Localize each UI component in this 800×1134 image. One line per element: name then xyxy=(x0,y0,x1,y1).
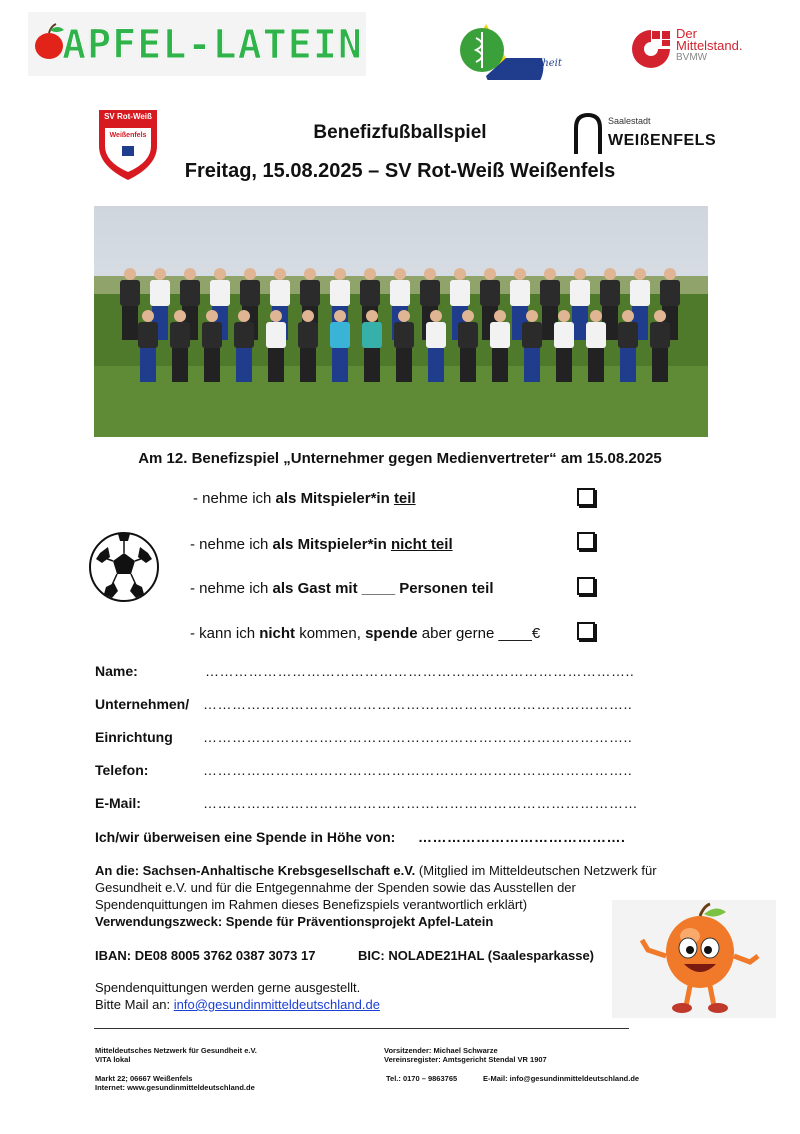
team-photo xyxy=(94,206,708,437)
checkbox-donate[interactable] xyxy=(577,622,595,640)
event-headline: Am 12. Benefizspiel „Unternehmer gegen Medienvertreter“ am 15.08.2025 xyxy=(138,450,662,467)
footer-email: E-Mail: info@gesundinmitteldeutschland.de xyxy=(483,1074,640,1083)
bvmw-logo xyxy=(626,14,746,78)
company-label: Unternehmen/ xyxy=(95,696,190,712)
name-label: Name: xyxy=(95,663,138,679)
footer-register-no: Vereinsregister: Amtsgericht Stendal VR 1907 xyxy=(384,1055,547,1064)
option-bold: spende xyxy=(365,625,418,642)
option-donate xyxy=(190,625,540,642)
footer-org xyxy=(95,1046,257,1064)
footer-address xyxy=(95,1074,255,1092)
company-field[interactable]: …………………………………………………………………………….. xyxy=(203,696,633,712)
receipt-note: Spendenquittungen werden gerne ausgestellt. xyxy=(95,980,361,995)
option-bold: nicht xyxy=(259,625,296,642)
page-subtitle: Freitag, 15.08.2025 – SV Rot-Weiß Weißenfels xyxy=(184,160,616,182)
bvmw-emblem-icon xyxy=(630,28,672,70)
option-underline: nicht teil xyxy=(390,536,453,553)
recipient-name: An die: Sachsen-Anhaltische Krebsgesellschaft e.V. xyxy=(95,863,416,878)
institution-field[interactable]: …………………………………………………………………………….. xyxy=(203,729,633,745)
footer-org-name: Mitteldeutsches Netzwerk für Gesundheit e.V. xyxy=(95,1046,257,1055)
footer-website: Internet: www.gesundinmitteldeutschland.de xyxy=(95,1083,255,1092)
footer-divider xyxy=(94,1028,629,1029)
bvmw-line3: BVMW xyxy=(676,52,708,63)
footer-org-sub: VITA lokal xyxy=(95,1055,131,1064)
apple-mascot-icon xyxy=(612,900,776,1018)
netzwerk-gesundheit-logo xyxy=(446,18,560,80)
mail-prefix: Bitte Mail an: xyxy=(95,997,174,1012)
gesundheit-emblem-icon xyxy=(446,18,560,80)
checkbox-player-yes[interactable] xyxy=(577,488,595,506)
email-field[interactable]: ……………………………………………………………………………… xyxy=(203,795,638,811)
saale-big-text: WEIßENFELS xyxy=(608,132,717,149)
footer-register xyxy=(384,1046,547,1064)
phone-label: Telefon: xyxy=(95,762,149,778)
footer-tel: Tel.: 0170 – 9863765 xyxy=(386,1074,458,1083)
bvmw-line2: Mittelstand. xyxy=(676,38,743,53)
option-text: kommen, xyxy=(295,625,366,642)
email-link[interactable]: info@gesundinmitteldeutschland.de xyxy=(173,997,380,1012)
saale-small-text: Saalestadt xyxy=(608,116,651,126)
option-bold: als Mitspieler*in xyxy=(272,536,387,553)
option-bold: als Mitspieler*in xyxy=(275,490,390,507)
institution-label: Einrichtung xyxy=(95,729,173,745)
footer-street: Markt 22; 06667 Weißenfels xyxy=(95,1074,193,1083)
apfel-latein-wordmark: APFEL-LATEIN xyxy=(62,22,363,68)
email-label: E-Mail: xyxy=(95,795,141,811)
bvmw-text xyxy=(676,28,742,64)
option-underline: teil xyxy=(393,490,416,507)
gesundheit-text: Gesundheit xyxy=(504,58,562,69)
apple-icon xyxy=(32,22,66,62)
option-player-yes xyxy=(193,490,416,507)
donation-label: Ich/wir überweisen eine Spende in Höhe von: xyxy=(95,829,396,845)
recipient-note: (Mitglied im Mitteldeutschen Netzwerk für xyxy=(415,863,657,878)
option-text: - nehme ich xyxy=(190,536,273,553)
bic: BIC: NOLADE21HAL (Saalesparkasse) xyxy=(358,948,595,963)
iban: IBAN: DE08 8005 3762 0387 3073 17 xyxy=(95,948,316,963)
donation-purpose: Verwendungszweck: Spende für Präventionsprojekt Apfel-Latein xyxy=(95,914,494,929)
option-text: - nehme ich xyxy=(193,490,276,507)
crest-city: Weißenfels xyxy=(109,132,147,139)
checkbox-player-no[interactable] xyxy=(577,532,595,550)
option-guest xyxy=(190,580,493,597)
name-field[interactable]: …………………………………………………………………………….. xyxy=(205,663,635,679)
option-bold: als Gast mit ____ Personen teil xyxy=(272,580,494,597)
apple-mascot-image xyxy=(612,900,776,1018)
checkbox-guest[interactable] xyxy=(577,577,595,595)
recipient-line3: Spendenquittungen im Rahmen dieses Benefizspiels verantwortlich erklärt) xyxy=(95,897,528,912)
apfel-latein-logo xyxy=(28,12,366,76)
page-title: Benefizfußballspiel xyxy=(313,122,487,143)
option-player-no xyxy=(190,536,453,553)
phone-field[interactable]: …………………………………………………………………………….. xyxy=(203,762,633,778)
option-text: aber gerne ____€ xyxy=(417,625,541,642)
mail-request xyxy=(95,996,380,1013)
footer-chair: Vorsitzender: Michael Schwarze xyxy=(384,1046,498,1055)
bvmw-line1: Der xyxy=(676,26,697,41)
crest-text: SV Rot-Weiß xyxy=(104,112,152,121)
donation-field[interactable]: ……………………………………. xyxy=(418,829,626,845)
team-photo-image xyxy=(94,206,708,437)
recipient-line2: Gesundheit e.V. und für die Entgegennahme der Spenden sowie das Ausstellen der xyxy=(95,880,576,895)
option-text: - kann ich xyxy=(190,625,260,642)
soccer-ball-icon xyxy=(88,531,160,603)
option-text: - nehme ich xyxy=(190,580,273,597)
